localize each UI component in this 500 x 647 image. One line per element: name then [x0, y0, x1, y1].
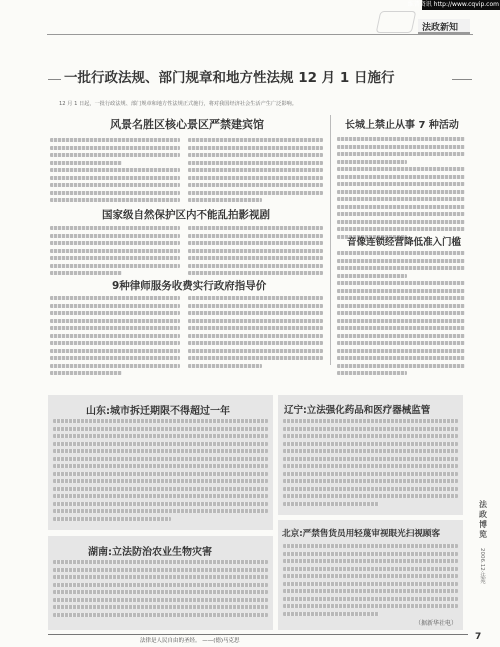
box-liaoning	[278, 395, 463, 515]
article-title: 长城上禁止从事 7 种活动	[345, 120, 459, 131]
watermark-text: 维普资讯 http://www.cqvip.com	[407, 1, 499, 8]
footer-quote: 法律是人民自由的圣经。 ——(德)马克思	[140, 638, 240, 644]
article-body	[53, 560, 268, 620]
side-date: 2006.12·法苑	[479, 548, 485, 584]
section-tab	[418, 19, 470, 34]
box-beijing	[278, 520, 463, 630]
side-label-column	[476, 500, 490, 540]
article-title: 辽宁:立法强化药品和医疗器械监管	[284, 405, 431, 416]
article-title: 湖南:立法防治农业生物灾害	[88, 547, 212, 558]
column-divider	[330, 115, 331, 365]
article-body-col2	[188, 296, 323, 371]
title-rule-left	[48, 79, 61, 80]
article-title: 9种律师服务收费实行政府指导价	[112, 280, 267, 292]
side-label: 博	[479, 520, 487, 529]
lead-paragraph: 12 月 1 日起，一批行政法规、部门规章和地方性法规正式施行，将对我国经济社会生活产生广泛影响。	[59, 101, 297, 107]
title-rule-right	[452, 79, 472, 80]
side-label: 政	[479, 510, 487, 519]
article-body	[50, 296, 180, 379]
main-title: 一批行政法规、部门规章和地方性法规 12 月 1 日施行	[64, 70, 395, 86]
page-number: 7	[475, 632, 482, 642]
article-body	[283, 419, 458, 509]
section-title: 法政新知	[422, 23, 459, 33]
side-label: 览	[479, 530, 487, 539]
box-shandong	[48, 395, 273, 530]
header-logo	[376, 11, 417, 33]
article-title: 风景名胜区核心景区严禁建宾馆	[110, 118, 264, 131]
side-label: 法	[479, 500, 487, 509]
article-body	[50, 138, 180, 206]
article-body	[337, 137, 465, 242]
header-rule	[47, 34, 473, 35]
article-title: 北京:严禁售货员用轻蔑审视眼光扫视顾客	[282, 529, 441, 539]
article-body-col2	[188, 226, 323, 279]
article-body	[283, 544, 458, 619]
article-body	[53, 419, 268, 524]
article-body-col2	[188, 138, 323, 206]
article-body	[337, 251, 465, 379]
article-title: 国家级自然保护区内不能乱拍影视剧	[102, 209, 270, 221]
article-title: 山东:城市拆迁期限不得超过一年	[86, 406, 230, 417]
box-hunan	[48, 536, 273, 630]
credit: （据新华社电）	[414, 620, 457, 627]
article-title: 音像连锁经营降低准入门槛	[347, 237, 462, 248]
footer-rule	[48, 634, 468, 635]
article-body	[50, 226, 180, 279]
